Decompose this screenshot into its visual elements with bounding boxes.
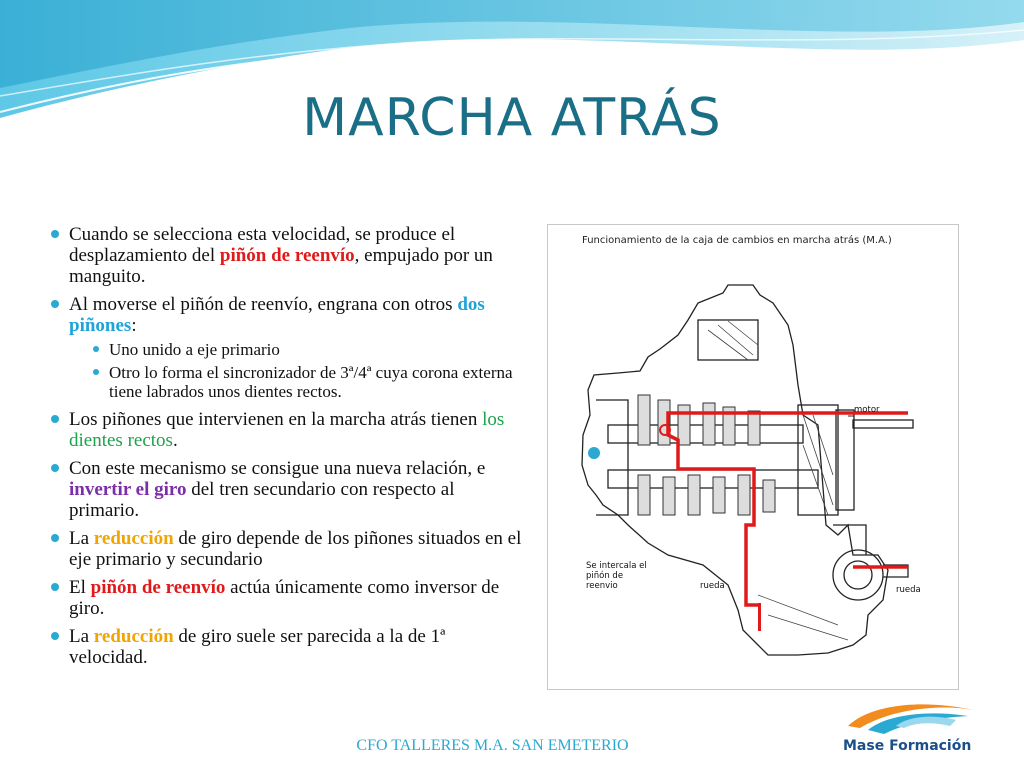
bullet-item [50, 577, 528, 619]
highlight-text: invertir el giro [69, 479, 187, 500]
label-motor: motor [854, 405, 880, 415]
bullet-text: actúa únicamente como inversor de giro. [69, 577, 500, 619]
bullet-text: , empujado por un manguito. [69, 245, 493, 287]
bullet-text: de giro suele ser parecida a la de 1ª velocidad. [69, 626, 446, 668]
highlight-text: los dientes rectos [69, 409, 505, 451]
bullet-item [50, 458, 528, 521]
highlight-text: dos piñones [69, 294, 485, 336]
bullet-item [50, 409, 528, 451]
figure-caption: Funcionamiento de la caja de cambios en marcha atrás (M.A.) [582, 235, 892, 246]
highlight-text: reducción [93, 528, 174, 549]
bullet-text: El [69, 577, 91, 598]
bullet-text: . [172, 430, 178, 451]
highlight-text: piñón de reenvío [90, 577, 226, 598]
label-intercala: Se intercala el piñón de reenvio [586, 561, 647, 591]
bullet-text: Cuando se selecciona esta velocidad, se produce el desplazamiento del [69, 224, 456, 266]
slide-title: MARCHA ATRÁS [302, 88, 722, 148]
gearbox-drawing [548, 225, 960, 691]
logo-text: Mase Formación [843, 738, 972, 754]
footer-text: CFO TALLERES M.A. SAN EMETERIO [356, 737, 629, 754]
bullet-text: La [69, 528, 94, 549]
highlight-text: piñón de reenvío [219, 245, 355, 266]
label-rueda-left: rueda [700, 581, 725, 591]
bullet-item [50, 626, 528, 668]
bullet-item [50, 294, 528, 336]
bullet-text: del tren secundario con respecto al primario. [69, 479, 455, 521]
sub-bullet-item: Otro lo forma el sincronizador de 3ª/4ª cuya corona externa tiene labrados unos dientes rectos. [92, 363, 528, 401]
bullet-text: Con este mecanismo se consigue una nueva relación, e [69, 458, 486, 479]
bullet-item [50, 224, 528, 287]
label-rueda-right: rueda [896, 585, 921, 595]
bullet-text: La [69, 626, 94, 647]
bullet-text: Al moverse el piñón de reenvío, engrana con otros [69, 294, 458, 315]
bullet-text: Los piñones que intervienen en la marcha atrás tienen [69, 409, 483, 430]
sub-bullet-item: Uno unido a eje primario [92, 340, 528, 359]
bullet-text: : [131, 315, 137, 336]
bullet-item [50, 528, 528, 570]
gearbox-diagram [547, 224, 959, 690]
bullet-list [50, 224, 528, 675]
highlight-text: reducción [93, 626, 174, 647]
bullet-text: de giro depende de los piñones situados en el eje primario y secundario [69, 528, 522, 570]
